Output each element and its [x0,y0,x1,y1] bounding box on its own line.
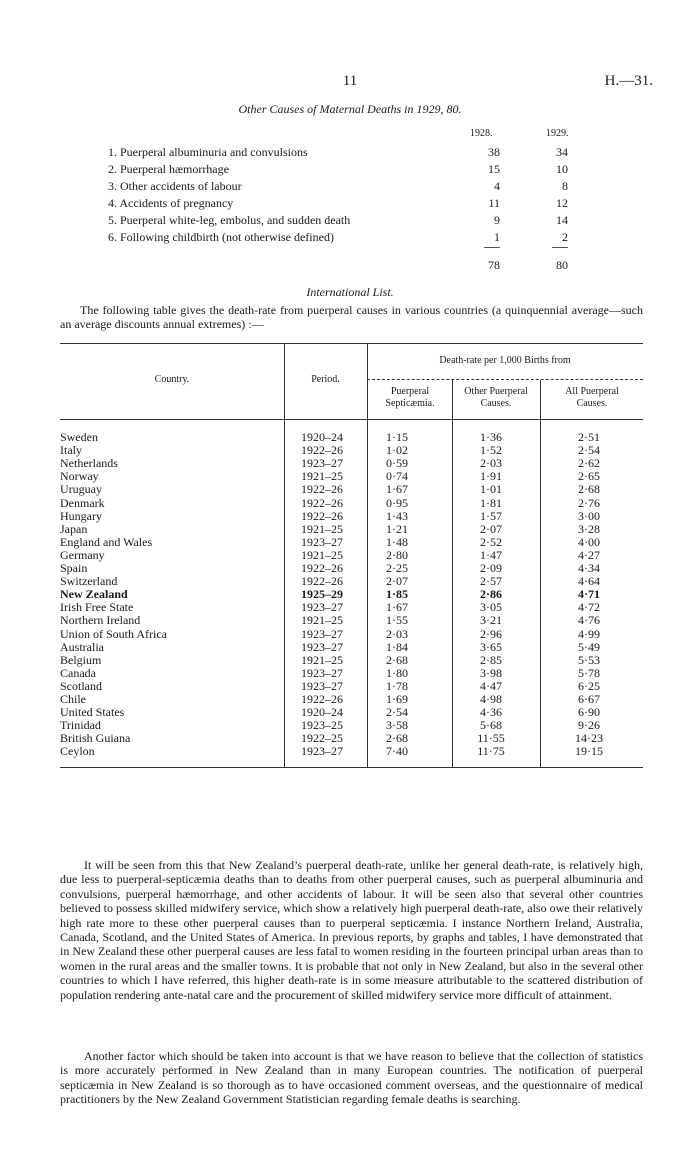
header-all-causes: All Puerperal Causes. [565,386,619,409]
cause-value-1928: 15 [488,162,500,176]
cell-septicaemia: 1·67 [386,482,408,497]
cell-period: 1920–24 [301,430,343,444]
cell-septicaemia: 1·80 [386,665,408,680]
cell-period: 1923–27 [301,600,343,615]
cell-septicaemia: 1·85 [385,587,408,602]
total-1929: 80 [556,258,568,272]
cell-septicaemia: 1·69 [386,692,408,706]
cell-all-causes: 2·68 [578,482,600,497]
cause-item [0,213,700,229]
cell-period: 1922–26 [301,443,343,458]
cell-country: Japan [60,521,88,536]
cell-septicaemia: 1·15 [386,430,408,444]
table-row [60,470,643,482]
cell-other-causes: 1·91 [480,469,502,484]
cell-all-causes: 6·90 [578,705,600,720]
cell-country: Norway [60,469,99,484]
cell-country: Spain [60,561,88,575]
cell-all-causes: 9·26 [578,718,600,733]
cell-septicaemia: 0·74 [386,469,408,484]
table-row [60,483,643,495]
cell-other-causes: 1·52 [480,443,502,458]
table-row [60,641,643,653]
cell-period: 1922–26 [301,692,343,706]
cause-label: 6. Following childbirth (not otherwise defined) [108,230,334,244]
table-row [60,732,643,744]
cause-value-1929: 2 [562,230,568,244]
table-row [60,510,643,522]
cell-period: 1925–29 [301,587,343,602]
cell-period: 1921–25 [301,521,343,536]
cell-period: 1921–25 [301,613,343,628]
cell-all-causes: 14·23 [575,731,603,746]
cause-label: 3. Other accidents of labour [108,179,242,193]
cell-septicaemia: 2·68 [386,652,408,667]
cell-other-causes: 2·96 [480,626,502,641]
cell-other-causes: 2·03 [480,456,502,471]
cell-all-causes: 2·65 [578,469,600,484]
cell-other-causes: 4·47 [480,678,502,693]
death-rate-table [60,343,643,775]
cell-other-causes: 1·01 [480,482,502,497]
header-septicaemia: Puerperal Septicæmia. [385,386,435,409]
paragraph-2: Another factor which should be taken into account is that we have reason to believe that the collection of statistics is more accurately performed in New Zealand than in many European countries. The notification of puerperal septicæmia in New Zealand is so thorough as to have occasioned comment overseas, and the questionnaire of medical practitioners by the New Zealand Government Statistician regarding female deaths is searching. [60,1049,643,1107]
cell-other-causes: 2·07 [480,521,502,536]
cause-value-1929: 10 [556,162,568,176]
cause-item [0,196,700,212]
table-row [60,523,643,535]
header-other-causes: Other Puerperal Causes. [464,386,528,409]
cell-all-causes: 3·00 [578,508,600,523]
table-row [60,706,643,718]
cell-all-causes: 4·72 [578,600,600,615]
cause-label: 1. Puerperal albuminuria and convulsions [108,145,308,159]
cell-septicaemia: 3·58 [386,718,408,733]
cell-country: Scotland [60,678,102,693]
total-1928: 78 [488,258,500,272]
cell-all-causes: 2·76 [578,495,600,510]
cell-period: 1921–25 [301,469,343,484]
cell-period: 1923–27 [301,744,343,759]
cell-all-causes: 2·62 [578,456,600,471]
cell-period: 1923–27 [301,639,343,654]
table-bottom-rule [60,767,643,768]
cell-country: Northern Ireland [60,613,141,628]
cell-country: England and Wales [60,534,153,549]
cause-value-1928: 11 [488,196,500,210]
cause-value-1929: 8 [562,179,568,193]
cause-label: 5. Puerperal white-leg, embolus, and sudden death [108,213,351,227]
cell-septicaemia: 1·78 [386,678,408,693]
cell-country: Irish Free State [60,600,134,615]
cell-country: Belgium [60,652,102,667]
cause-label: 4. Accidents of pregnancy [108,196,234,210]
cell-country: Switzerland [60,574,118,589]
cell-period: 1923–25 [301,718,343,733]
table-row [60,614,643,626]
cell-country: Trinidad [60,718,101,733]
table-row [60,562,643,574]
cell-all-causes: 4·64 [578,574,600,589]
table-row [60,693,643,705]
cause-item [0,230,700,246]
cause-label: 2. Puerperal hæmorrhage [108,162,229,176]
cell-other-causes: 2·57 [480,574,502,589]
cell-period: 1922–26 [301,508,343,523]
cell-country: British Guiana [60,731,131,746]
cell-country: Union of South Africa [60,626,167,641]
cell-all-causes: 6·67 [578,692,600,706]
table-row [60,549,643,561]
cause-item [0,162,700,178]
header-period: Period. [311,374,340,385]
cell-country: Denmark [60,495,105,510]
cell-all-causes: 3·28 [578,521,600,536]
cell-all-causes: 6·25 [578,678,600,693]
cell-septicaemia: 1·43 [386,508,408,523]
international-title: International List. [306,285,394,299]
cell-country: Canada [60,665,96,680]
cell-septicaemia: 1·67 [386,600,408,615]
cell-other-causes: 3·21 [480,613,502,628]
table-top-rule [60,343,643,344]
table-row [60,601,643,613]
cell-other-causes: 1·57 [480,508,502,523]
cell-all-causes: 5·78 [578,665,600,680]
group-header-rule [367,379,643,380]
cell-septicaemia: 1·55 [386,613,408,628]
cell-all-causes: 4·71 [577,587,600,602]
document-code: H.—31. [604,73,653,89]
cause-value-1929: 14 [556,213,568,227]
cell-all-causes: 4·76 [578,613,600,628]
header-bottom-rule [60,419,643,420]
cell-period: 1923–27 [301,534,343,549]
cell-septicaemia: 2·07 [386,574,408,589]
cell-period: 1921–25 [301,652,343,667]
cause-value-1928: 4 [494,179,500,193]
table-row [60,667,643,679]
table-row [60,457,643,469]
cell-septicaemia: 2·03 [386,626,408,641]
year-1928-label: 1928. [470,128,493,139]
table-row [60,745,643,757]
total-rule-1929 [552,247,568,248]
year-1929-label: 1929. [546,128,569,139]
cell-all-causes: 4·34 [578,561,600,575]
cell-period: 1923–27 [301,665,343,680]
cell-other-causes: 1·47 [480,547,502,562]
cell-other-causes: 11·55 [477,731,505,746]
cell-country: Netherlands [60,456,118,471]
cell-other-causes: 2·86 [479,587,502,602]
cell-septicaemia: 1·84 [386,639,408,654]
table-row [60,575,643,587]
cell-all-causes: 4·27 [578,547,600,562]
cell-other-causes: 2·52 [480,534,502,549]
cell-other-causes: 4·98 [480,692,502,706]
cell-all-causes: 2·51 [578,430,600,444]
header-country: Country. [154,374,190,385]
cell-septicaemia: 2·80 [386,547,408,562]
cell-country: Ceylon [60,744,95,759]
cell-other-causes: 3·98 [480,665,502,680]
page-number: 11 [342,73,358,89]
cell-all-causes: 5·49 [578,639,600,654]
cell-country: Australia [60,639,104,654]
cell-septicaemia: 2·68 [386,731,408,746]
cell-country: Sweden [60,430,98,444]
cell-all-causes: 5·53 [578,652,600,667]
cell-country: New Zealand [60,587,128,602]
cell-period: 1922–26 [301,574,343,589]
cell-period: 1922–26 [301,482,343,497]
cell-all-causes: 4·00 [578,534,600,549]
cell-period: 1921–25 [301,547,343,562]
cell-country: Italy [60,443,82,458]
cause-item [0,145,700,161]
cause-item [0,179,700,195]
cell-septicaemia: 0·95 [386,495,408,510]
cell-country: Germany [60,547,105,562]
table-row [60,497,643,509]
cause-value-1929: 34 [556,145,568,159]
cell-period: 1922–26 [301,561,343,575]
cause-value-1928: 1 [494,230,500,244]
cell-septicaemia: 1·21 [386,521,408,536]
table-row [60,431,643,443]
cell-period: 1922–26 [301,495,343,510]
cell-septicaemia: 1·48 [386,534,408,549]
international-intro: The following table gives the death-rate from puerperal causes in various countries (a quinquennial average—such an average discounts annual extremes) :— [60,303,643,331]
cell-all-causes: 2·54 [578,443,600,458]
cell-other-causes: 1·81 [480,495,502,510]
cell-all-causes: 4·99 [578,626,600,641]
table-row [60,536,643,548]
cell-period: 1920–24 [301,705,343,720]
cell-period: 1922–25 [301,731,343,746]
cell-period: 1923–27 [301,456,343,471]
cell-other-causes: 1·36 [480,430,502,444]
cell-other-causes: 5·68 [480,718,502,733]
cell-country: Uruguay [60,482,102,497]
table-row [60,719,643,731]
cause-value-1929: 12 [556,196,568,210]
cause-value-1928: 9 [494,213,500,227]
cell-all-causes: 19·15 [575,744,603,759]
table-row [60,588,643,600]
cause-value-1928: 38 [488,145,500,159]
cell-other-causes: 2·09 [480,561,502,575]
cell-septicaemia: 2·25 [386,561,408,575]
cell-other-causes: 3·05 [480,600,502,615]
causes-title: Other Causes of Maternal Deaths in 1929, 80. [238,102,462,116]
cell-septicaemia: 0·59 [386,456,408,471]
cell-septicaemia: 1·02 [386,443,408,458]
table-row [60,628,643,640]
total-rule-1928 [484,247,500,248]
table-row [60,654,643,666]
cell-other-causes: 4·36 [480,705,502,720]
cell-other-causes: 3·65 [480,639,502,654]
cell-country: Hungary [60,508,102,523]
cell-other-causes: 2·85 [480,652,502,667]
cell-country: United States [60,705,125,720]
cell-period: 1923–27 [301,626,343,641]
table-row [60,444,643,456]
header-death-rate-group: Death-rate per 1,000 Births from [439,355,571,366]
cell-country: Chile [60,692,86,706]
cell-period: 1923–27 [301,678,343,693]
cell-other-causes: 11·75 [477,744,505,759]
cell-septicaemia: 2·54 [386,705,408,720]
paragraph-1: It will be seen from this that New Zealand’s puerperal death-rate, unlike her general death-rate, is relatively high, due less to puerperal-septicæmia deaths than to deaths from other puerperal causes, such as puerperal albuminuria and convulsions, puerperal hæmorrhage, and other accidents of labour. It will be seen also that several other countries believed to possess skilled midwifery service, which show a relatively high puerperal death-rate, also owe their relatively high rate more to these other puerperal causes than to puerperal septicæmia. I instance Northern Ireland, Australia, Canada, Scotland, and the United States of America. In previous reports, by graphs and tables, I have demonstrated that in New Zealand these other puerperal causes are less fatal to women residing in the fourteen principal urban areas than to women in the rural areas and the smaller towns. It is probable that not only in New Zealand, but also in the several other countries to which I have referred, this higher death-rate is in some measure attributable to the scattered distribution of population rendering ante-natal care and the procurement of skilled midwifery service more difficult of attainment. [60,858,643,1002]
table-row [60,680,643,692]
cell-septicaemia: 7·40 [386,744,408,759]
